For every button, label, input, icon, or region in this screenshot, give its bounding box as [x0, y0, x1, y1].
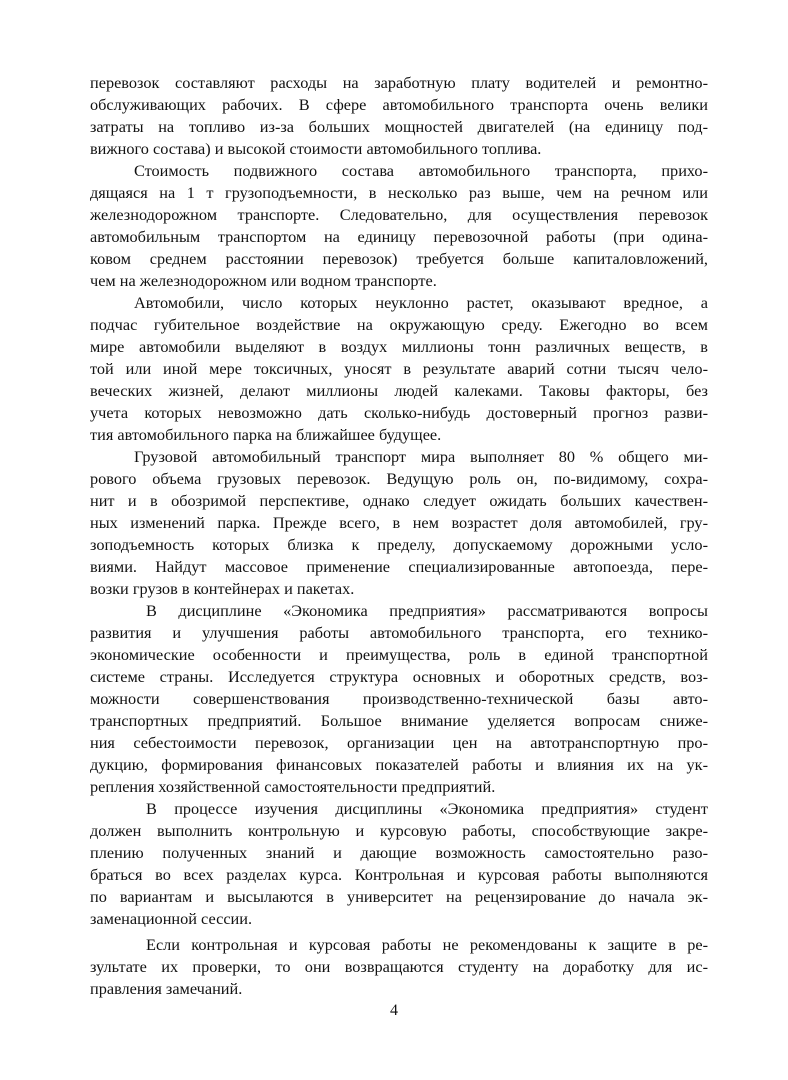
text-line: заменационной сессии. [90, 909, 253, 928]
text-line: развития и улучшения работы автомобильного транспорта, его технико- [90, 623, 708, 642]
text-line: перевозок составляют расходы на заработную плату водителей и ремонтно- [90, 73, 708, 92]
text-line: возки грузов в контейнерах и пакетах. [90, 579, 355, 598]
text-line: Стоимость подвижного состава автомобильного транспорта, прихо- [134, 161, 708, 180]
text-line: Грузовой автомобильный транспорт мира выполняет 80 % общего ми- [134, 447, 708, 466]
text-line: затраты на топливо из-за больших мощностей двигателей (на единицу под- [90, 117, 708, 136]
text-line: чем на железнодорожном или водном транспорте. [90, 271, 437, 290]
text-line: В процессе изучения дисциплины «Экономика предприятия» студент [146, 799, 708, 818]
text-line: Если контрольная и курсовая работы не рекомендованы к защите в ре- [146, 935, 708, 954]
text-line: ния себестоимости перевозок, организации цен на автотранспортную про- [90, 733, 708, 752]
text-line: транспортных предприятий. Большое внимание уделяется вопросам сниже- [90, 711, 708, 730]
text-line: экономические особенности и преимущества, роль в единой транспортной [90, 645, 708, 664]
paragraph [90, 600, 708, 798]
text-line: железнодорожном транспорте. Следовательно, для осуществления перевозок [90, 205, 708, 224]
text-line: подчас губительное воздействие на окружающую среду. Ежегодно во всем [90, 315, 708, 334]
text-line: зультате их проверки, то они возвращаются студенту на доработку для ис- [90, 957, 708, 976]
text-line: автомобильным транспортом на единицу перевозочной работы (при одина- [90, 227, 708, 246]
text-line: правления замечаний. [90, 979, 243, 998]
text-line: по вариантам и высылаются в университет на рецензирование до начала эк- [90, 887, 708, 906]
paragraph [90, 934, 708, 1000]
page-number: 4 [390, 1002, 398, 1019]
text-line: дукцию, формирования финансовых показателей работы и влияния их на ук- [90, 755, 708, 774]
text-line: нит и в обозримой перспективе, однако следует ожидать больших качествен- [90, 491, 708, 510]
text-line: браться во всех разделах курса. Контрольная и курсовая работы выполняются [90, 865, 708, 884]
text-line: тия автомобильного парка на ближайшее будущее. [90, 425, 442, 444]
paragraph [90, 798, 708, 930]
text-line: веческих жизней, делают миллионы людей калеками. Таковы факторы, без [90, 381, 708, 400]
text-line: ковом среднем расстоянии перевозок) требуется больше капиталовложений, [90, 249, 708, 268]
text-line: учета которых невозможно дать сколько-нибудь достоверный прогноз разви- [90, 403, 708, 422]
paragraph [90, 160, 708, 292]
text-line: должен выполнить контрольную и курсовую работы, способствующие закре- [90, 821, 708, 840]
text-line: зоподъемность которых близка к пределу, допускаемому дорожными усло- [90, 535, 708, 554]
paragraph [90, 72, 708, 160]
text-line: мире автомобили выделяют в воздух миллионы тонн различных веществ, в [90, 337, 708, 356]
text-line: Автомобили, число которых неуклонно растет, оказывают вредное, а [134, 293, 708, 312]
body-text [90, 72, 708, 1000]
text-line: ных изменений парка. Прежде всего, в нем возрастет доля автомобилей, гру- [90, 513, 708, 532]
text-line: плению полученных знаний и дающие возможность самостоятельно разо- [90, 843, 708, 862]
text-line: дящаяся на 1 т грузоподъемности, в несколько раз выше, чем на речном или [90, 183, 708, 202]
text-line: рового объема грузовых перевозок. Ведущую роль он, по-видимому, сохра- [90, 469, 708, 488]
text-line: В дисциплине «Экономика предприятия» рассматриваются вопросы [146, 601, 708, 620]
text-line: репления хозяйственной самостоятельности предприятий. [90, 777, 496, 796]
text-line: виями. Найдут массовое применение специализированные автопоезда, пере- [90, 557, 708, 576]
text-line: вижного состава) и высокой стоимости автомобильного топлива. [90, 139, 542, 158]
paragraph [90, 292, 708, 446]
text-line: системе страны. Исследуется структура основных и оборотных средств, воз- [90, 667, 708, 686]
text-line: можности совершенствования производственно-технической базы авто- [90, 689, 708, 708]
paragraph [90, 446, 708, 600]
text-line: той или иной мере токсичных, уносят в результате аварий сотни тысяч чело- [90, 359, 708, 378]
text-line: обслуживающих рабочих. В сфере автомобильного транспорта очень велики [90, 95, 708, 114]
